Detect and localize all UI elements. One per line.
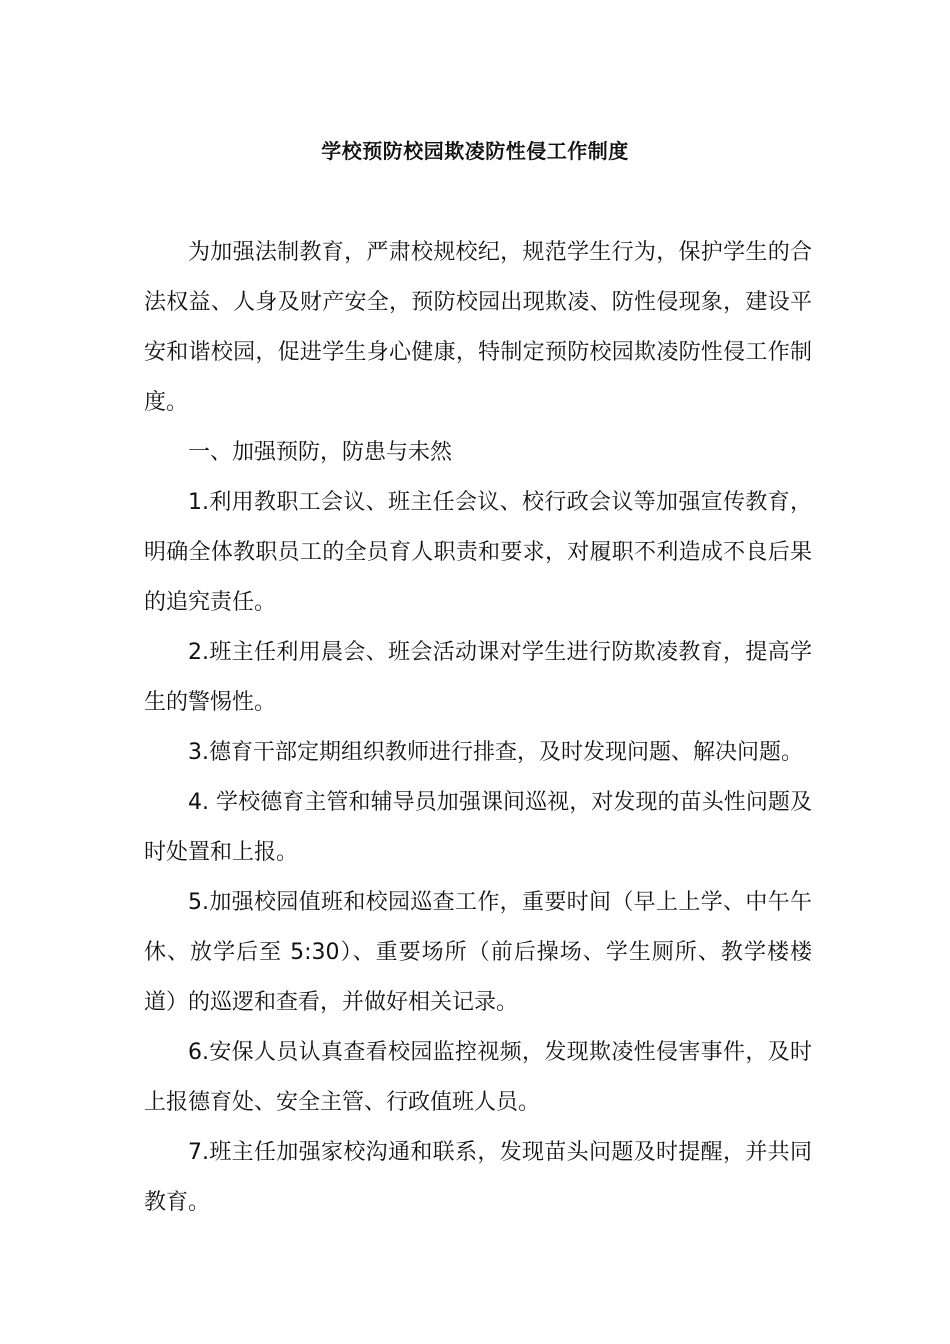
list-item-6: 6.安保人员认真查看校园监控视频，发现欺凌性侵害事件，及时上报德育处、安全主管、行政值班人员。 xyxy=(144,1040,812,1115)
intro-paragraph: 为加强法制教育，严肃校规校纪，规范学生行为，保护学生的合法权益、人身及财产安全，预防校园出现欺凌、防性侵现象，建设平安和谐校园，促进学生身心健康，特制定预防校园欺凌防性侵工作制度。 xyxy=(144,240,812,415)
list-item-4: 4. 学校德育主管和辅导员加强课间巡视，对发现的苗头性问题及时处置和上报。 xyxy=(144,790,812,865)
list-item-5: 5.加强校园值班和校园巡查工作，重要时间（早上上学、中午午休、放学后至 5:30）、重要场所（前后操场、学生厕所、教学楼楼道）的巡逻和查看，并做好相关记录。 xyxy=(144,890,812,1015)
list-item-2: 2.班主任利用晨会、班会活动课对学生进行防欺凌教育，提高学生的警惕性。 xyxy=(144,640,812,715)
list-item-3: 3.德育干部定期组织教师进行排查，及时发现问题、解决问题。 xyxy=(188,740,803,765)
list-item-7: 7.班主任加强家校沟通和联系，发现苗头问题及时提醒，并共同教育。 xyxy=(144,1140,812,1215)
list-item-1: 1.利用教职工会议、班主任会议、校行政会议等加强宣传教育，明确全体教职员工的全员育人职责和要求，对履职不利造成不良后果的追究责任。 xyxy=(144,490,812,615)
section-heading-1: 一、加强预防，防患与未然 xyxy=(188,440,453,465)
document-title: 学校预防校园欺凌防性侵工作制度 xyxy=(321,139,629,163)
document-body xyxy=(144,228,812,1228)
